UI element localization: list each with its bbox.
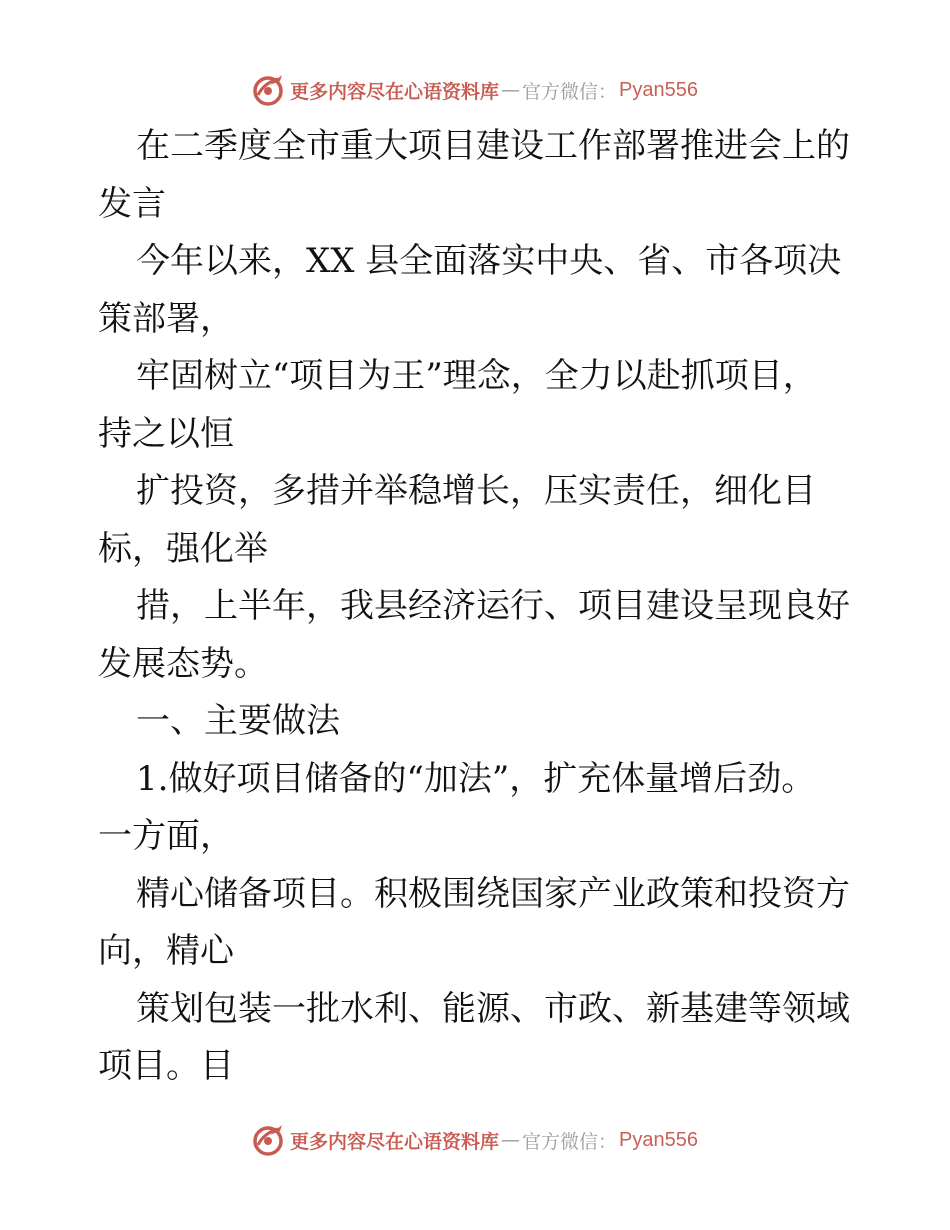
footer-separator: —: [501, 1129, 521, 1151]
header-wechat-label: 官方微信：: [522, 80, 618, 103]
header-brand-text: 更多内容尽在心语资料库: [290, 80, 500, 103]
doc-line: 在二季度全市重大项目建设工作部署推进会上的: [136, 126, 850, 166]
doc-line: 牢固树立“项目为王”理念，全力以赴抓项目，: [136, 356, 817, 396]
doc-line: 1.做好项目储备的“加法”，扩充体量增后劲。: [136, 758, 816, 799]
section-heading: 一、主要做法: [136, 701, 340, 741]
doc-line: 向，精心: [98, 931, 234, 971]
footer-brand-text: 更多内容尽在心语资料库: [290, 1130, 500, 1153]
header-banner: [0, 70, 950, 110]
footer-wechat-id: Pyan556: [619, 1128, 698, 1151]
doc-line: 一方面，: [98, 816, 234, 856]
doc-line: 策部署，: [98, 298, 234, 339]
doc-line: 项目。目: [98, 1046, 234, 1086]
pen-swirl-logo-icon: [252, 73, 286, 107]
doc-line: 持之以恒: [98, 413, 234, 454]
doc-line: 发言: [98, 183, 166, 224]
pen-swirl-logo-icon: [252, 1123, 286, 1157]
doc-line: 今年以来，XX 县全面落实中央、省、市各项决: [136, 241, 842, 281]
doc-line: 发展态势。: [98, 643, 268, 684]
doc-line: 扩投资，多措并举稳增长，压实责任，细化目: [136, 471, 816, 511]
document-body: [98, 118, 858, 1096]
doc-line: 标，强化举: [98, 528, 268, 569]
doc-line: 措，上半年，我县经济运行、项目建设呈现良好: [136, 586, 850, 626]
footer-banner: [0, 1120, 950, 1160]
header-separator: —: [501, 79, 521, 101]
doc-line: 策划包装一批水利、能源、市政、新基建等领域: [136, 988, 850, 1029]
doc-line: 精心储备项目。积极围绕国家产业政策和投资方: [136, 873, 850, 914]
header-wechat-id: Pyan556: [619, 78, 698, 101]
footer-wechat-label: 官方微信：: [522, 1130, 618, 1153]
